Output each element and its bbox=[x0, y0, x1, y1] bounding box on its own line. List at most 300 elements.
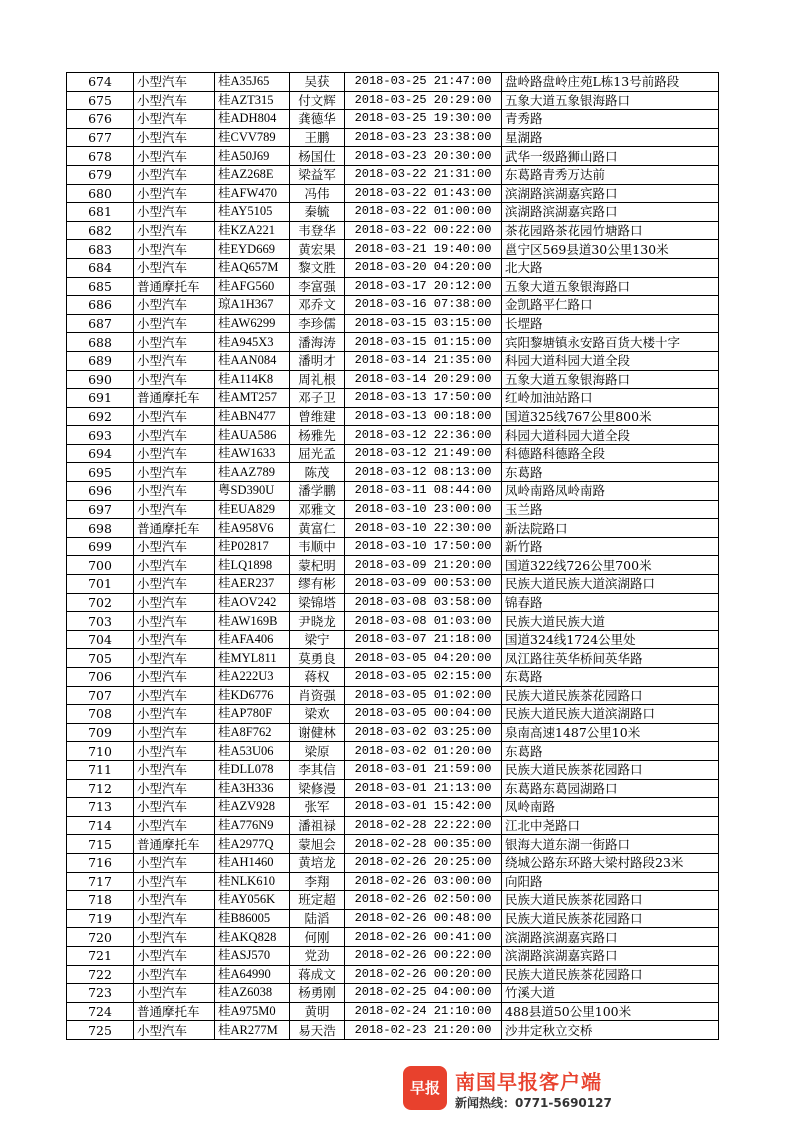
vehicle-type-cell: 小型汽车 bbox=[134, 482, 215, 501]
table-row bbox=[67, 73, 719, 92]
location-cell: 江北中尧路口 bbox=[502, 816, 719, 835]
location-cell: 滨湖路滨湖嘉宾路口 bbox=[502, 203, 719, 222]
vehicle-type-cell: 普通摩托车 bbox=[134, 519, 215, 538]
owner-name-cell: 缪有彬 bbox=[290, 575, 345, 594]
owner-name-cell: 梁欢 bbox=[290, 705, 345, 724]
row-number-cell: 695 bbox=[67, 463, 134, 482]
vehicle-type-cell: 小型汽车 bbox=[134, 444, 215, 463]
table-row bbox=[67, 891, 719, 910]
owner-name-cell: 李珍儒 bbox=[290, 314, 345, 333]
vehicle-type-cell: 小型汽车 bbox=[134, 463, 215, 482]
owner-name-cell: 韦顺中 bbox=[290, 537, 345, 556]
location-cell: 星湖路 bbox=[502, 128, 719, 147]
violation-time-cell: 2018-03-01 21:13:00 bbox=[345, 779, 502, 798]
row-number-cell: 674 bbox=[67, 73, 134, 92]
table-row bbox=[67, 556, 719, 575]
location-cell: 盘岭路盘岭庄苑L栋13号前路段 bbox=[502, 73, 719, 92]
row-number-cell: 685 bbox=[67, 277, 134, 296]
plate-number-cell: 桂A35J65 bbox=[215, 73, 290, 92]
row-number-cell: 689 bbox=[67, 351, 134, 370]
location-cell: 国道322线726公里700米 bbox=[502, 556, 719, 575]
owner-name-cell: 秦毓 bbox=[290, 203, 345, 222]
table-row bbox=[67, 965, 719, 984]
table-row bbox=[67, 853, 719, 872]
plate-number-cell: 桂AFA406 bbox=[215, 630, 290, 649]
vehicle-type-cell: 小型汽车 bbox=[134, 742, 215, 761]
row-number-cell: 681 bbox=[67, 203, 134, 222]
owner-name-cell: 吴获 bbox=[290, 73, 345, 92]
violation-time-cell: 2018-03-17 20:12:00 bbox=[345, 277, 502, 296]
location-cell: 红岭加油站路口 bbox=[502, 389, 719, 408]
table-row bbox=[67, 984, 719, 1003]
vehicle-type-cell: 普通摩托车 bbox=[134, 389, 215, 408]
table-row bbox=[67, 110, 719, 129]
owner-name-cell: 党劲 bbox=[290, 946, 345, 965]
table-row bbox=[67, 389, 719, 408]
location-cell: 民族大道民族茶花园路口 bbox=[502, 891, 719, 910]
plate-number-cell: 桂AFW470 bbox=[215, 184, 290, 203]
location-cell: 国道325线767公里800米 bbox=[502, 407, 719, 426]
vehicle-type-cell: 小型汽车 bbox=[134, 351, 215, 370]
violation-time-cell: 2018-03-16 07:38:00 bbox=[345, 296, 502, 315]
violation-time-cell: 2018-02-26 00:41:00 bbox=[345, 928, 502, 947]
owner-name-cell: 梁宁 bbox=[290, 630, 345, 649]
location-cell: 凤江路往英华桥间英华路 bbox=[502, 649, 719, 668]
vehicle-type-cell: 小型汽车 bbox=[134, 240, 215, 259]
owner-name-cell: 张军 bbox=[290, 798, 345, 817]
owner-name-cell: 潘祖禄 bbox=[290, 816, 345, 835]
row-number-cell: 709 bbox=[67, 723, 134, 742]
plate-number-cell: 桂B86005 bbox=[215, 909, 290, 928]
violation-time-cell: 2018-02-24 21:10:00 bbox=[345, 1002, 502, 1021]
location-cell: 竹溪大道 bbox=[502, 984, 719, 1003]
owner-name-cell: 梁修漫 bbox=[290, 779, 345, 798]
table-row bbox=[67, 314, 719, 333]
location-cell: 东葛路 bbox=[502, 742, 719, 761]
owner-name-cell: 韦登华 bbox=[290, 221, 345, 240]
violation-time-cell: 2018-03-08 01:03:00 bbox=[345, 612, 502, 631]
owner-name-cell: 邓乔文 bbox=[290, 296, 345, 315]
row-number-cell: 705 bbox=[67, 649, 134, 668]
violation-time-cell: 2018-03-12 22:36:00 bbox=[345, 426, 502, 445]
vehicle-type-cell: 小型汽车 bbox=[134, 110, 215, 129]
location-cell: 滨湖路滨湖嘉宾路口 bbox=[502, 928, 719, 947]
location-cell: 民族大道民族大道滨湖路口 bbox=[502, 705, 719, 724]
row-number-cell: 698 bbox=[67, 519, 134, 538]
owner-name-cell: 蒋权 bbox=[290, 668, 345, 687]
vehicle-type-cell: 小型汽车 bbox=[134, 147, 215, 166]
vehicle-type-cell: 小型汽车 bbox=[134, 333, 215, 352]
vehicle-type-cell: 小型汽车 bbox=[134, 314, 215, 333]
plate-number-cell: 桂ASJ570 bbox=[215, 946, 290, 965]
row-number-cell: 717 bbox=[67, 872, 134, 891]
owner-name-cell: 黄富仁 bbox=[290, 519, 345, 538]
table-row bbox=[67, 1002, 719, 1021]
plate-number-cell: 琼A1H367 bbox=[215, 296, 290, 315]
plate-number-cell: 桂A8F762 bbox=[215, 723, 290, 742]
plate-number-cell: 桂AFG560 bbox=[215, 277, 290, 296]
vehicle-type-cell: 小型汽车 bbox=[134, 1021, 215, 1040]
location-cell: 茶花园路茶花园竹塘路口 bbox=[502, 221, 719, 240]
table-row bbox=[67, 277, 719, 296]
location-cell: 民族大道民族大道滨湖路口 bbox=[502, 575, 719, 594]
owner-name-cell: 蒙旭会 bbox=[290, 835, 345, 854]
plate-number-cell: 桂AUA586 bbox=[215, 426, 290, 445]
row-number-cell: 690 bbox=[67, 370, 134, 389]
vehicle-type-cell: 小型汽车 bbox=[134, 407, 215, 426]
vehicle-type-cell: 小型汽车 bbox=[134, 649, 215, 668]
plate-number-cell: 桂AY5105 bbox=[215, 203, 290, 222]
owner-name-cell: 蒋成文 bbox=[290, 965, 345, 984]
table-row bbox=[67, 760, 719, 779]
plate-number-cell: 桂A222U3 bbox=[215, 668, 290, 687]
table-row bbox=[67, 593, 719, 612]
table-row bbox=[67, 686, 719, 705]
row-number-cell: 722 bbox=[67, 965, 134, 984]
plate-number-cell: 桂A3H336 bbox=[215, 779, 290, 798]
table-row bbox=[67, 258, 719, 277]
table-row bbox=[67, 909, 719, 928]
violation-table bbox=[66, 72, 719, 1040]
vehicle-type-cell: 小型汽车 bbox=[134, 779, 215, 798]
owner-name-cell: 潘学鹏 bbox=[290, 482, 345, 501]
owner-name-cell: 陈茂 bbox=[290, 463, 345, 482]
table-row bbox=[67, 351, 719, 370]
table-row bbox=[67, 1021, 719, 1040]
table-row bbox=[67, 221, 719, 240]
violation-time-cell: 2018-02-28 00:35:00 bbox=[345, 835, 502, 854]
owner-name-cell: 莫勇良 bbox=[290, 649, 345, 668]
vehicle-type-cell: 小型汽车 bbox=[134, 872, 215, 891]
violation-time-cell: 2018-03-20 04:20:00 bbox=[345, 258, 502, 277]
vehicle-type-cell: 小型汽车 bbox=[134, 91, 215, 110]
violation-time-cell: 2018-03-10 22:30:00 bbox=[345, 519, 502, 538]
location-cell: 沙井定秋立交桥 bbox=[502, 1021, 719, 1040]
plate-number-cell: 桂LQ1898 bbox=[215, 556, 290, 575]
table-row bbox=[67, 203, 719, 222]
row-number-cell: 704 bbox=[67, 630, 134, 649]
table-row bbox=[67, 147, 719, 166]
violation-time-cell: 2018-03-02 01:20:00 bbox=[345, 742, 502, 761]
owner-name-cell: 黄宏果 bbox=[290, 240, 345, 259]
owner-name-cell: 陆滔 bbox=[290, 909, 345, 928]
row-number-cell: 683 bbox=[67, 240, 134, 259]
owner-name-cell: 王鹏 bbox=[290, 128, 345, 147]
row-number-cell: 715 bbox=[67, 835, 134, 854]
violation-time-cell: 2018-03-09 21:20:00 bbox=[345, 556, 502, 575]
location-cell: 东葛路 bbox=[502, 668, 719, 687]
owner-name-cell: 梁益军 bbox=[290, 165, 345, 184]
row-number-cell: 676 bbox=[67, 110, 134, 129]
vehicle-type-cell: 小型汽车 bbox=[134, 593, 215, 612]
row-number-cell: 692 bbox=[67, 407, 134, 426]
violation-time-cell: 2018-02-26 03:00:00 bbox=[345, 872, 502, 891]
violation-time-cell: 2018-03-05 01:02:00 bbox=[345, 686, 502, 705]
plate-number-cell: 桂NLK610 bbox=[215, 872, 290, 891]
location-cell: 民族大道民族茶花园路口 bbox=[502, 760, 719, 779]
owner-name-cell: 蒙杞明 bbox=[290, 556, 345, 575]
violation-time-cell: 2018-03-02 03:25:00 bbox=[345, 723, 502, 742]
plate-number-cell: 桂A776N9 bbox=[215, 816, 290, 835]
violation-time-cell: 2018-03-11 08:44:00 bbox=[345, 482, 502, 501]
location-cell: 凤岭南路凤岭南路 bbox=[502, 482, 719, 501]
owner-name-cell: 杨国仕 bbox=[290, 147, 345, 166]
violation-time-cell: 2018-02-25 04:00:00 bbox=[345, 984, 502, 1003]
table-row bbox=[67, 742, 719, 761]
row-number-cell: 719 bbox=[67, 909, 134, 928]
owner-name-cell: 李富强 bbox=[290, 277, 345, 296]
row-number-cell: 679 bbox=[67, 165, 134, 184]
owner-name-cell: 黄明 bbox=[290, 1002, 345, 1021]
row-number-cell: 724 bbox=[67, 1002, 134, 1021]
plate-number-cell: 桂AY056K bbox=[215, 891, 290, 910]
violation-time-cell: 2018-02-26 00:20:00 bbox=[345, 965, 502, 984]
plate-number-cell: 桂A2977Q bbox=[215, 835, 290, 854]
violation-time-cell: 2018-03-22 21:31:00 bbox=[345, 165, 502, 184]
location-cell: 长堽路 bbox=[502, 314, 719, 333]
location-cell: 向阳路 bbox=[502, 872, 719, 891]
owner-name-cell: 李其信 bbox=[290, 760, 345, 779]
row-number-cell: 716 bbox=[67, 853, 134, 872]
table-row bbox=[67, 798, 719, 817]
table-row bbox=[67, 816, 719, 835]
row-number-cell: 686 bbox=[67, 296, 134, 315]
table-row bbox=[67, 444, 719, 463]
violation-time-cell: 2018-03-23 23:38:00 bbox=[345, 128, 502, 147]
vehicle-type-cell: 小型汽车 bbox=[134, 500, 215, 519]
vehicle-type-cell: 小型汽车 bbox=[134, 296, 215, 315]
row-number-cell: 693 bbox=[67, 426, 134, 445]
vehicle-type-cell: 普通摩托车 bbox=[134, 1002, 215, 1021]
location-cell: 金凯路平仁路口 bbox=[502, 296, 719, 315]
row-number-cell: 682 bbox=[67, 221, 134, 240]
vehicle-type-cell: 小型汽车 bbox=[134, 73, 215, 92]
row-number-cell: 694 bbox=[67, 444, 134, 463]
location-cell: 488县道50公里100米 bbox=[502, 1002, 719, 1021]
row-number-cell: 680 bbox=[67, 184, 134, 203]
owner-name-cell: 何刚 bbox=[290, 928, 345, 947]
violation-table-body bbox=[67, 73, 719, 1040]
owner-name-cell: 黄培龙 bbox=[290, 853, 345, 872]
violation-time-cell: 2018-03-14 21:35:00 bbox=[345, 351, 502, 370]
row-number-cell: 697 bbox=[67, 500, 134, 519]
location-cell: 民族大道民族茶花园路口 bbox=[502, 686, 719, 705]
location-cell: 银海大道东湖一街路口 bbox=[502, 835, 719, 854]
watermark bbox=[403, 1066, 663, 1112]
violation-time-cell: 2018-03-13 17:50:00 bbox=[345, 389, 502, 408]
row-number-cell: 712 bbox=[67, 779, 134, 798]
vehicle-type-cell: 小型汽车 bbox=[134, 909, 215, 928]
table-row bbox=[67, 333, 719, 352]
location-cell: 民族大道民族茶花园路口 bbox=[502, 965, 719, 984]
vehicle-type-cell: 小型汽车 bbox=[134, 668, 215, 687]
violation-time-cell: 2018-03-25 19:30:00 bbox=[345, 110, 502, 129]
row-number-cell: 696 bbox=[67, 482, 134, 501]
table-row bbox=[67, 500, 719, 519]
violation-time-cell: 2018-03-15 03:15:00 bbox=[345, 314, 502, 333]
table-row bbox=[67, 928, 719, 947]
violation-time-cell: 2018-02-26 00:22:00 bbox=[345, 946, 502, 965]
owner-name-cell: 黎文胜 bbox=[290, 258, 345, 277]
vehicle-type-cell: 小型汽车 bbox=[134, 760, 215, 779]
row-number-cell: 677 bbox=[67, 128, 134, 147]
row-number-cell: 720 bbox=[67, 928, 134, 947]
row-number-cell: 701 bbox=[67, 575, 134, 594]
watermark-hotline: 新闻热线：0771-5690127 bbox=[455, 1096, 612, 1110]
row-number-cell: 702 bbox=[67, 593, 134, 612]
row-number-cell: 708 bbox=[67, 705, 134, 724]
vehicle-type-cell: 小型汽车 bbox=[134, 612, 215, 631]
plate-number-cell: 桂A945X3 bbox=[215, 333, 290, 352]
row-number-cell: 678 bbox=[67, 147, 134, 166]
violation-time-cell: 2018-02-26 02:50:00 bbox=[345, 891, 502, 910]
watermark-title: 南国早报客户端 bbox=[455, 1070, 602, 1094]
vehicle-type-cell: 小型汽车 bbox=[134, 946, 215, 965]
table-row bbox=[67, 519, 719, 538]
vehicle-type-cell: 小型汽车 bbox=[134, 258, 215, 277]
row-number-cell: 691 bbox=[67, 389, 134, 408]
table-row bbox=[67, 407, 719, 426]
plate-number-cell: 桂MYL811 bbox=[215, 649, 290, 668]
plate-number-cell: 桂AZ268E bbox=[215, 165, 290, 184]
table-row bbox=[67, 612, 719, 631]
plate-number-cell: 桂CVV789 bbox=[215, 128, 290, 147]
plate-number-cell: 桂A64990 bbox=[215, 965, 290, 984]
vehicle-type-cell: 小型汽车 bbox=[134, 723, 215, 742]
plate-number-cell: 桂AAZ789 bbox=[215, 463, 290, 482]
row-number-cell: 703 bbox=[67, 612, 134, 631]
row-number-cell: 713 bbox=[67, 798, 134, 817]
owner-name-cell: 梁原 bbox=[290, 742, 345, 761]
owner-name-cell: 屈光孟 bbox=[290, 444, 345, 463]
table-row bbox=[67, 296, 719, 315]
owner-name-cell: 杨雅先 bbox=[290, 426, 345, 445]
row-number-cell: 714 bbox=[67, 816, 134, 835]
owner-name-cell: 潘明才 bbox=[290, 351, 345, 370]
newspaper-logo-icon: 早报 bbox=[403, 1066, 447, 1110]
row-number-cell: 711 bbox=[67, 760, 134, 779]
location-cell: 绕城公路东环路大梁村路段23米 bbox=[502, 853, 719, 872]
location-cell: 五象大道五象银海路口 bbox=[502, 91, 719, 110]
location-cell: 民族大道民族茶花园路口 bbox=[502, 909, 719, 928]
violation-time-cell: 2018-03-25 21:47:00 bbox=[345, 73, 502, 92]
vehicle-type-cell: 小型汽车 bbox=[134, 426, 215, 445]
vehicle-type-cell: 小型汽车 bbox=[134, 891, 215, 910]
table-row bbox=[67, 630, 719, 649]
table-row bbox=[67, 426, 719, 445]
violation-time-cell: 2018-03-08 03:58:00 bbox=[345, 593, 502, 612]
vehicle-type-cell: 小型汽车 bbox=[134, 928, 215, 947]
table-row bbox=[67, 835, 719, 854]
plate-number-cell: 桂AER237 bbox=[215, 575, 290, 594]
row-number-cell: 700 bbox=[67, 556, 134, 575]
violation-time-cell: 2018-03-05 00:04:00 bbox=[345, 705, 502, 724]
owner-name-cell: 梁锦塔 bbox=[290, 593, 345, 612]
plate-number-cell: 桂AW6299 bbox=[215, 314, 290, 333]
violation-time-cell: 2018-03-22 00:22:00 bbox=[345, 221, 502, 240]
plate-number-cell: 粤SD390U bbox=[215, 482, 290, 501]
plate-number-cell: 桂EYD669 bbox=[215, 240, 290, 259]
owner-name-cell: 曾维建 bbox=[290, 407, 345, 426]
plate-number-cell: 桂A114K8 bbox=[215, 370, 290, 389]
plate-number-cell: 桂AR277M bbox=[215, 1021, 290, 1040]
owner-name-cell: 邓子卫 bbox=[290, 389, 345, 408]
table-row bbox=[67, 240, 719, 259]
violation-time-cell: 2018-02-26 20:25:00 bbox=[345, 853, 502, 872]
violation-time-cell: 2018-03-05 02:15:00 bbox=[345, 668, 502, 687]
row-number-cell: 699 bbox=[67, 537, 134, 556]
vehicle-type-cell: 小型汽车 bbox=[134, 705, 215, 724]
owner-name-cell: 邓雅文 bbox=[290, 500, 345, 519]
violation-time-cell: 2018-03-09 00:53:00 bbox=[345, 575, 502, 594]
vehicle-type-cell: 小型汽车 bbox=[134, 853, 215, 872]
row-number-cell: 721 bbox=[67, 946, 134, 965]
plate-number-cell: 桂AW169B bbox=[215, 612, 290, 631]
location-cell: 科园大道科园大道全段 bbox=[502, 351, 719, 370]
location-cell: 滨湖路滨湖嘉宾路口 bbox=[502, 946, 719, 965]
location-cell: 泉南高速1487公里10米 bbox=[502, 723, 719, 742]
plate-number-cell: 桂AAN084 bbox=[215, 351, 290, 370]
vehicle-type-cell: 小型汽车 bbox=[134, 203, 215, 222]
vehicle-type-cell: 小型汽车 bbox=[134, 686, 215, 705]
plate-number-cell: 桂AZ6038 bbox=[215, 984, 290, 1003]
owner-name-cell: 付文辉 bbox=[290, 91, 345, 110]
vehicle-type-cell: 小型汽车 bbox=[134, 128, 215, 147]
violation-time-cell: 2018-03-05 04:20:00 bbox=[345, 649, 502, 668]
location-cell: 科德路科德路全段 bbox=[502, 444, 719, 463]
violation-time-cell: 2018-03-14 20:29:00 bbox=[345, 370, 502, 389]
row-number-cell: 718 bbox=[67, 891, 134, 910]
violation-time-cell: 2018-03-22 01:43:00 bbox=[345, 184, 502, 203]
violation-time-cell: 2018-02-26 00:48:00 bbox=[345, 909, 502, 928]
location-cell: 科园大道科园大道全段 bbox=[502, 426, 719, 445]
plate-number-cell: 桂DLL078 bbox=[215, 760, 290, 779]
plate-number-cell: 桂AZT315 bbox=[215, 91, 290, 110]
vehicle-type-cell: 小型汽车 bbox=[134, 575, 215, 594]
location-cell: 凤岭南路 bbox=[502, 798, 719, 817]
location-cell: 武华一级路狮山路口 bbox=[502, 147, 719, 166]
violation-time-cell: 2018-03-01 15:42:00 bbox=[345, 798, 502, 817]
table-row bbox=[67, 91, 719, 110]
violation-time-cell: 2018-03-10 23:00:00 bbox=[345, 500, 502, 519]
location-cell: 五象大道五象银海路口 bbox=[502, 277, 719, 296]
location-cell: 东葛路青秀万达前 bbox=[502, 165, 719, 184]
plate-number-cell: 桂A975M0 bbox=[215, 1002, 290, 1021]
location-cell: 邕宁区569县道30公里130米 bbox=[502, 240, 719, 259]
table-row bbox=[67, 705, 719, 724]
row-number-cell: 710 bbox=[67, 742, 134, 761]
table-row bbox=[67, 370, 719, 389]
table-row bbox=[67, 946, 719, 965]
vehicle-type-cell: 小型汽车 bbox=[134, 556, 215, 575]
plate-number-cell: 桂AOV242 bbox=[215, 593, 290, 612]
location-cell: 锦春路 bbox=[502, 593, 719, 612]
plate-number-cell: 桂ABN477 bbox=[215, 407, 290, 426]
violation-time-cell: 2018-03-01 21:59:00 bbox=[345, 760, 502, 779]
violation-time-cell: 2018-03-12 21:49:00 bbox=[345, 444, 502, 463]
location-cell: 滨湖路滨湖嘉宾路口 bbox=[502, 184, 719, 203]
vehicle-type-cell: 小型汽车 bbox=[134, 816, 215, 835]
location-cell: 玉兰路 bbox=[502, 500, 719, 519]
violation-time-cell: 2018-03-15 01:15:00 bbox=[345, 333, 502, 352]
vehicle-type-cell: 小型汽车 bbox=[134, 221, 215, 240]
location-cell: 新法院路口 bbox=[502, 519, 719, 538]
plate-number-cell: 桂AMT257 bbox=[215, 389, 290, 408]
vehicle-type-cell: 小型汽车 bbox=[134, 965, 215, 984]
owner-name-cell: 易天浩 bbox=[290, 1021, 345, 1040]
plate-number-cell: 桂AZV928 bbox=[215, 798, 290, 817]
plate-number-cell: 桂AKQ828 bbox=[215, 928, 290, 947]
